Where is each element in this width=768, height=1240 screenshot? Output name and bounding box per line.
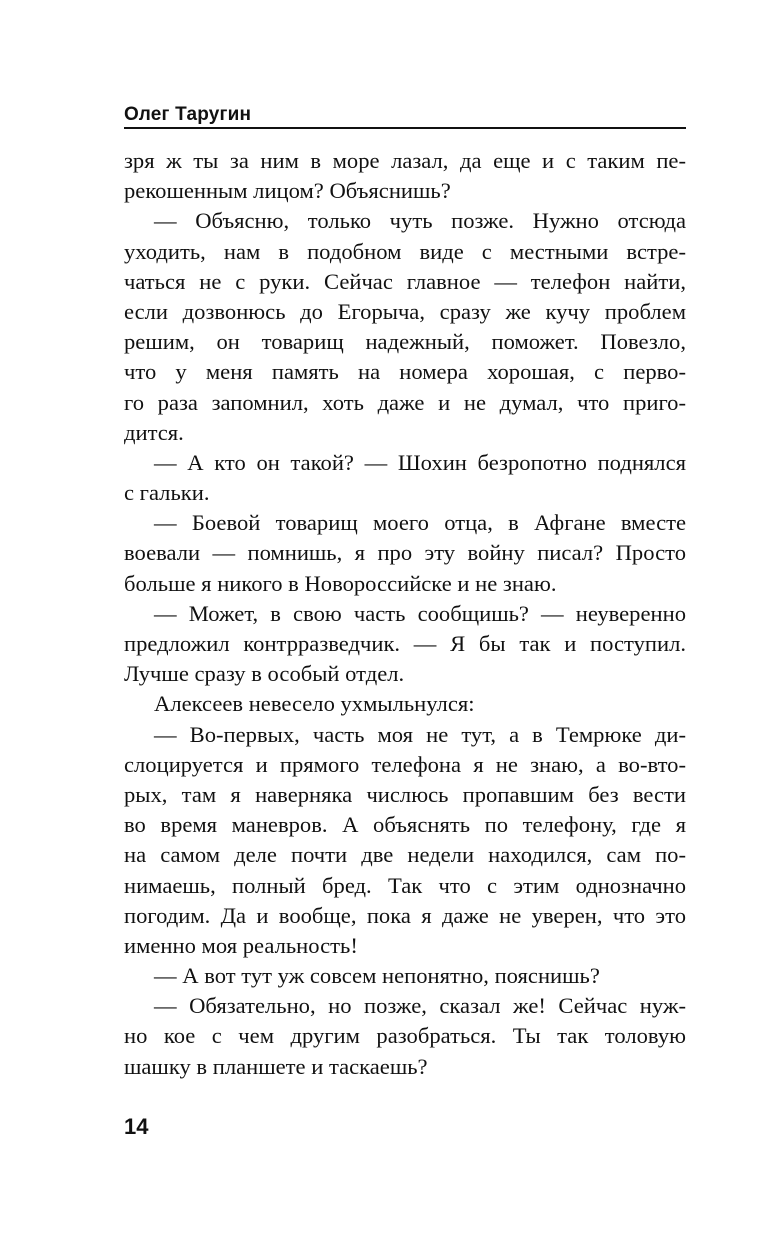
page-number: 14: [124, 1114, 149, 1139]
text-line: Лучше сразу в особый отдел.: [124, 661, 405, 687]
text-line: дится.: [124, 419, 184, 445]
text-line: уходить, нам в подобном виде с местными встре-: [124, 238, 686, 264]
text-line: — А вот тут уж совсем непонятно, пояснишь?: [154, 963, 600, 989]
running-head-author: Олег Таругин: [124, 104, 252, 125]
text-line: — Может, в свою часть сообщишь? — неуверенно: [154, 600, 686, 626]
text-line: шашку в планшете и таскаешь?: [124, 1053, 428, 1079]
text-line: — Боевой товарищ моего отца, в Афгане вместе: [154, 510, 686, 536]
body-text: [124, 146, 686, 1082]
text-line: погодим. Да и вообще, пока я даже не уверен, что это: [124, 902, 686, 928]
text-line: если дозвонюсь до Егорыча, сразу же кучу проблем: [124, 298, 686, 324]
text-line: — А кто он такой? — Шохин безропотно поднялся: [154, 449, 686, 475]
text-line: нимаешь, полный бред. Так что с этим однозначно: [124, 872, 686, 898]
text-line: больше я никого в Новороссийске и не знаю.: [124, 570, 557, 596]
text-line: — Во-первых, часть моя не тут, а в Темрюке ди-: [154, 721, 686, 747]
text-line: чаться не с руки. Сейчас главное — телефон найти,: [124, 268, 686, 294]
text-line: слоцируется и прямого телефона я не знаю, а во-вто-: [124, 751, 686, 777]
text-line: предложил контрразведчик. — Я бы так и поступил.: [124, 631, 686, 656]
text-line: что у меня память на номера хорошая, с перво-: [124, 359, 686, 385]
text-line: го раза запомнил, хоть даже и не думал, что приго-: [124, 389, 686, 415]
text-line: — Объясню, только чуть позже. Нужно отсюда: [154, 208, 686, 234]
text-line: воевали — помнишь, я про эту войну писал? Просто: [124, 540, 686, 566]
text-line: на самом деле почти две недели находился, сам по-: [124, 842, 686, 868]
text-line: зря ж ты за ним в море лазал, да еще и с таким пе-: [124, 148, 686, 173]
text-line: — Обязательно, но позже, сказал же! Сейчас нуж-: [154, 993, 686, 1019]
text-line: именно моя реальность!: [124, 932, 358, 958]
text-line: рекошенным лицом? Объяснишь?: [124, 178, 451, 204]
header-divider: [124, 127, 686, 129]
text-line: рых, там я наверняка числюсь пропавшим без вести: [124, 781, 686, 807]
text-line: с гальки.: [124, 480, 210, 506]
text-line: но кое с чем другим разобраться. Ты так толовую: [124, 1023, 686, 1049]
text-line: решим, он товарищ надежный, поможет. Повезло,: [124, 329, 686, 355]
text-line: Алексеев невесело ухмыльнулся:: [154, 691, 475, 717]
text-line: во время маневров. А объяснять по телефону, где я: [124, 812, 686, 838]
